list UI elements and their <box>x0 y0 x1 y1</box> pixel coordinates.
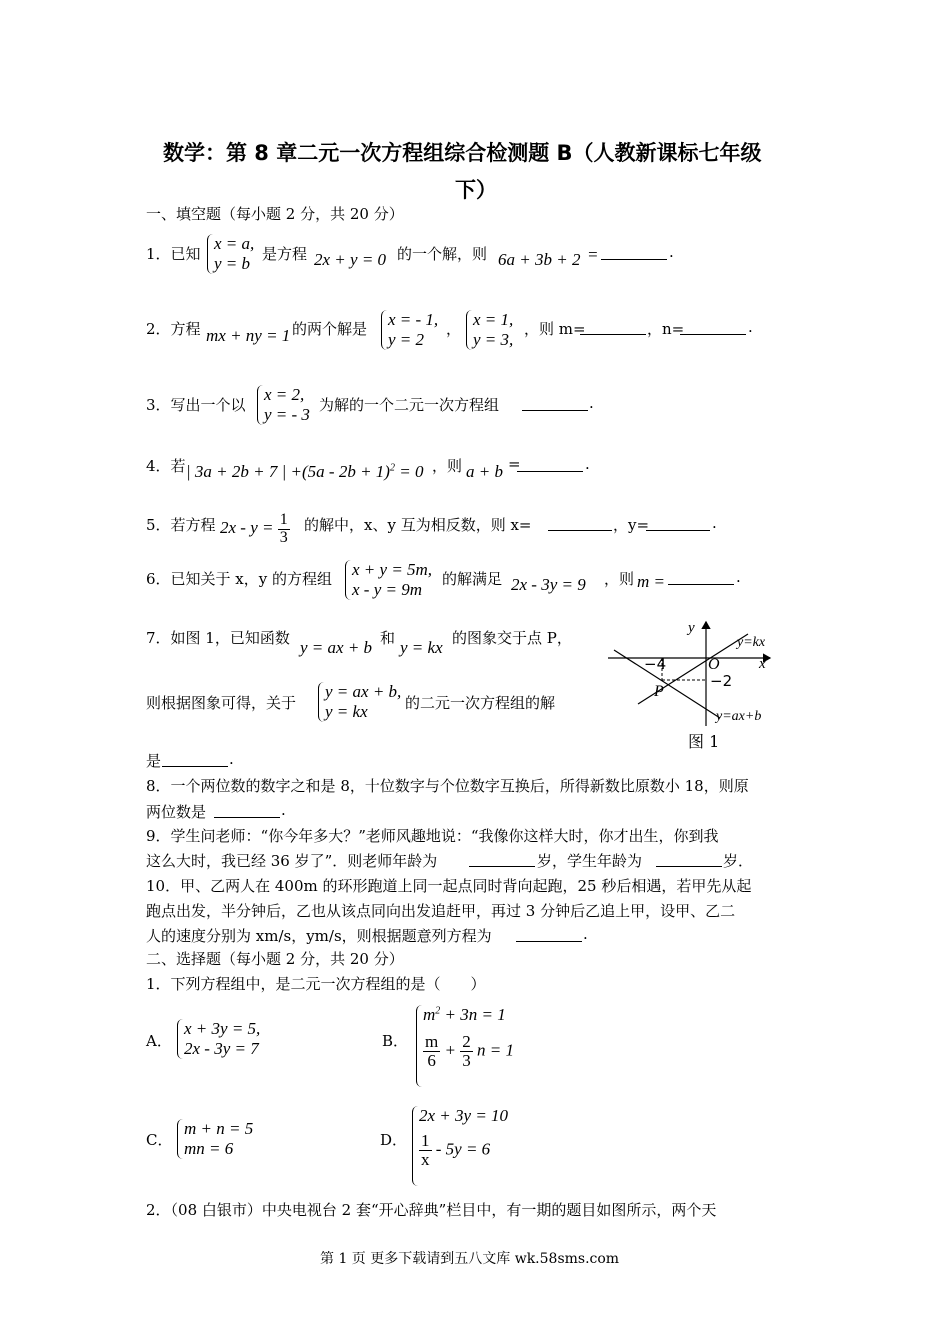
q9-teacher-age-blank <box>469 852 535 867</box>
q1-equation: 2x + y = 0 <box>314 250 387 269</box>
q2-sys1-line-2: y = 2 <box>388 330 425 349</box>
figure-caption: 图 1 <box>688 732 720 751</box>
c1-b-line-2 <box>423 1033 514 1070</box>
q7-text-2: 的图象交于点 P， <box>452 629 572 647</box>
origin-label: O <box>708 656 720 673</box>
q3-answer-blank <box>522 396 588 411</box>
q3-system <box>257 385 310 425</box>
q9-line-2b: 岁，学生年龄为 <box>537 852 643 870</box>
q4-text-2: ，则 <box>432 457 463 475</box>
q4-expression: a + b <box>466 462 503 481</box>
title-line-1: 数学：第 8 章二元一次方程组综合检测题 B（人教新课标七年级 <box>163 141 762 165</box>
q3-end: . <box>589 394 594 412</box>
q10-answer-blank <box>516 927 582 942</box>
q2-sys1-line-1: x = - 1, <box>388 310 439 329</box>
c1-d-line-1: 2x + 3y = 10 <box>419 1106 509 1125</box>
q9-line-2c: 岁． <box>723 852 754 870</box>
q2-comma: ， <box>446 320 462 338</box>
c1-option-a-system <box>177 1019 260 1059</box>
q5-fraction-den: 3 <box>279 528 288 546</box>
q8-answer-blank <box>214 803 280 818</box>
q5-x-blank <box>548 516 612 531</box>
c1-d-line-2 <box>419 1132 508 1169</box>
c1-b-m: m <box>423 1005 436 1024</box>
q1-text-2: 是方程 <box>262 245 308 263</box>
q6-prefix: 6．已知关于 x，y 的方程组 <box>146 570 333 588</box>
c1-b-tail: n = 1 <box>476 1040 514 1060</box>
q10-line-1: 10．甲、乙两人在 400m 的环形跑道上同一起点同时背向起跑，25 秒后相遇，若甲先从起 <box>146 877 752 895</box>
c1-b-frac-1-den: 6 <box>427 1050 436 1070</box>
q4-equation-left: | 3a + 2b + 7 | +(5a - 2b + 1) <box>186 462 390 481</box>
q2-text-m: ，则 m= <box>524 320 586 338</box>
c1-b-frac-2 <box>460 1033 473 1070</box>
q7-end: . <box>229 750 234 768</box>
q3-sys-line-1: x = 2, <box>264 385 305 404</box>
point-p-label: P <box>654 683 664 700</box>
q7-system <box>318 682 401 722</box>
c1-option-c-label: C． <box>146 1131 173 1149</box>
figure-1-graph <box>608 616 788 754</box>
q6-expression: m = <box>637 572 665 591</box>
c1-b-rest: + 3n = 1 <box>440 1005 506 1024</box>
q1-answer-blank <box>601 245 667 260</box>
q4-exponent: 2 <box>389 462 395 474</box>
c1-b-frac-2-den: 3 <box>462 1050 471 1070</box>
q7-sys-line-1: y = ax + b, <box>325 682 402 701</box>
q5-equation-lhs: 2x - y = <box>220 518 274 538</box>
page-footer: 第 1 页 更多下载请到五八文库 wk.58sms.com <box>320 1251 620 1267</box>
q2-n-blank <box>680 320 746 335</box>
q7-equation-2: y = kx <box>400 638 443 657</box>
c1-b-frac-2-num: 2 <box>462 1032 471 1051</box>
q6-sys-line-1: x + y = 5m, <box>352 560 433 579</box>
c1-b-frac-1 <box>423 1033 440 1070</box>
q5-y-blank <box>646 516 710 531</box>
q7-answer-blank <box>162 752 228 767</box>
c1-option-d-system <box>412 1106 508 1186</box>
c1-option-b-system <box>416 1005 514 1087</box>
c1-b-frac-1-num: m <box>425 1032 439 1051</box>
q3-text-2: 为解的一个二元一次方程组 <box>319 396 500 414</box>
q2-text-2: 的两个解是 <box>292 320 368 338</box>
c1-c-line-1: m + n = 5 <box>184 1119 254 1138</box>
q1-sys-line-1: x = a, <box>214 234 255 253</box>
q7-sys-line-2: y = kx <box>325 702 368 721</box>
y-axis-label: y <box>688 620 695 636</box>
label-y-kx: y=kx <box>737 635 766 650</box>
q5-prefix: 5．若方程 <box>146 516 216 534</box>
q5-text-2: 的解中，x、y 互为相反数，则 x= <box>304 516 532 534</box>
tick-minus-4: −4 <box>644 655 667 673</box>
q10-line-3: 人的速度分别为 xm/s，ym/s，则根据题意列方程为 <box>146 927 492 945</box>
c1-option-a-label: A． <box>146 1032 172 1050</box>
section-2-heading: 二、选择题（每小题 2 分，共 20 分） <box>146 950 404 968</box>
q9-line-2a: 这么大时，我已经 36 岁了”．则老师年龄为 <box>146 852 438 870</box>
c1-a-line-2: 2x - 3y = 7 <box>184 1039 259 1058</box>
q2-prefix: 2．方程 <box>146 320 201 338</box>
q9-line-1: 9．学生问老师：“你今年多大？”老师风趣地说：“我像你这样大时，你才出生，你到我 <box>146 827 719 845</box>
q6-sys-line-2: x - y = 9m <box>352 580 423 599</box>
q7-text-3: 则根据图象可得，关于 <box>146 694 297 712</box>
q7-equation-1: y = ax + b <box>300 638 373 657</box>
c1-option-d-label: D． <box>380 1131 408 1149</box>
title-line-2: 下） <box>455 178 497 202</box>
c1-b-line-1 <box>423 1005 514 1025</box>
q4-end: . <box>585 455 590 473</box>
q4-prefix: 4．若 <box>146 457 186 475</box>
q3-sys-line-2: y = - 3 <box>264 405 310 424</box>
c1-d-frac-den: x <box>421 1149 430 1169</box>
q5-end: . <box>712 514 717 532</box>
c1-stem: 1．下列方程组中，是二元一次方程组的是（ ） <box>146 975 486 993</box>
q10-line-2: 跑点出发，半分钟后，乙也从该点同向出发追赶甲，再过 3 分钟后乙追上甲，设甲、乙二 <box>146 902 736 920</box>
q2-sys2-line-2: y = 3, <box>473 330 514 349</box>
q6-answer-blank <box>668 570 734 585</box>
q6-system <box>345 560 432 600</box>
q5-equation <box>220 512 290 547</box>
section-1-heading: 一、填空题（每小题 2 分，共 20 分） <box>146 205 404 223</box>
q6-end: . <box>736 568 741 586</box>
q8-line-2: 两位数是 <box>146 803 207 821</box>
q3-prefix: 3．写出一个以 <box>146 396 246 414</box>
q9-student-age-blank <box>656 852 722 867</box>
q4-answer-blank <box>517 457 583 472</box>
tick-minus-2: −2 <box>710 672 733 690</box>
q4-equation <box>186 462 423 482</box>
q2-equation: mx + ny = 1 <box>206 326 291 345</box>
q5-text-y: ，y= <box>613 516 650 534</box>
q6-text-2: 的解满足 <box>442 570 503 588</box>
q7-text-5: 是 <box>146 752 162 770</box>
c1-option-c-system <box>177 1119 253 1159</box>
c1-c-line-2: mn = 6 <box>184 1139 234 1158</box>
c2-line-1: 2．（08 白银市）中央电视台 2 套“开心辞典”栏目中，有一期的题目如图所示，两个天 <box>146 1201 717 1219</box>
q1-end: . <box>669 243 674 261</box>
q8-line-1: 8．一个两位数的数字之和是 8，十位数字与个位数字互换后，所得新数比原数小 18，则原 <box>146 777 749 795</box>
x-axis-label: x <box>759 656 766 672</box>
q2-m-blank <box>580 320 646 335</box>
c1-d-frac-num: 1 <box>421 1131 430 1150</box>
q2-end: . <box>748 318 753 336</box>
c1-a-line-1: x + 3y = 5, <box>184 1019 261 1038</box>
q6-equation: 2x - 3y = 9 <box>511 575 586 594</box>
q1-text-3: 的一个解，则 <box>397 245 488 263</box>
q2-system-2 <box>466 310 513 350</box>
q7-and: 和 <box>380 629 396 647</box>
q2-system-1 <box>381 310 438 350</box>
label-y-ax-b: y=ax+b <box>716 709 762 724</box>
q6-text-3: ，则 <box>604 570 635 588</box>
line-y-ax-b <box>614 650 720 718</box>
q1-prefix: 1．已知 <box>146 245 201 263</box>
q4-equation-right: = 0 <box>394 462 424 481</box>
c1-b-exp: 2 <box>435 1005 441 1017</box>
q5-fraction-num: 1 <box>279 511 288 528</box>
c1-d-tail: - 5y = 6 <box>435 1139 491 1159</box>
q1-equals: = <box>587 245 599 264</box>
c1-option-b-label: B． <box>382 1032 409 1050</box>
c1-b-plus: + <box>444 1040 456 1060</box>
q1-expression: 6a + 3b + 2 <box>498 250 581 269</box>
q2-text-n: ，n= <box>647 320 685 338</box>
q1-sys-line-2: y = b <box>214 254 251 273</box>
q1-system <box>207 234 254 274</box>
q2-sys2-line-1: x = 1, <box>473 310 514 329</box>
q8-end: . <box>281 801 286 819</box>
q7-text-4: 的二元一次方程组的解 <box>405 694 556 712</box>
c1-d-frac <box>419 1132 432 1169</box>
q10-end: . <box>583 925 588 943</box>
q4-equals: = <box>508 455 521 473</box>
q7-prefix: 7．如图 1，已知函数 <box>146 629 290 647</box>
q5-fraction <box>278 512 290 547</box>
